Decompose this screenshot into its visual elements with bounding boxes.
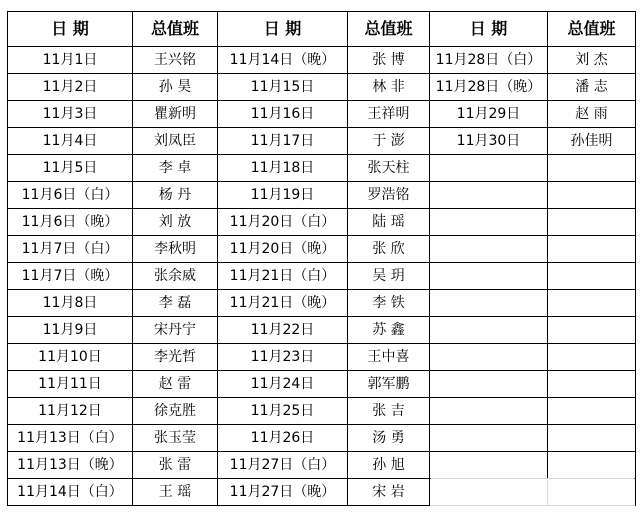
table-row [8, 398, 636, 425]
cell-date-col-1: 11月14日（白） [8, 479, 133, 506]
cell-duty-col-3 [548, 371, 636, 398]
cell-duty-col-1: 李光哲 [133, 344, 218, 371]
table-row [8, 317, 636, 344]
cell-date-col-2: 11月24日 [218, 371, 348, 398]
cell-date-col-1: 11月4日 [8, 128, 133, 155]
cell-duty-col-2: 罗浩铭 [348, 182, 430, 209]
cell-duty-col-1: 宋丹宁 [133, 317, 218, 344]
cell-date-col-3 [430, 182, 548, 209]
cell-duty-col-3 [548, 344, 636, 371]
cell-date-col-3 [430, 290, 548, 317]
cell-duty-col-3 [548, 155, 636, 182]
cell-duty-col-3 [548, 479, 636, 506]
table-row [8, 425, 636, 452]
cell-date-col-2: 11月18日 [218, 155, 348, 182]
cell-date-col-2: 11月17日 [218, 128, 348, 155]
cell-date-col-1: 11月10日 [8, 344, 133, 371]
header-date-col-1: 日 期 [8, 12, 133, 47]
cell-date-col-3 [430, 155, 548, 182]
cell-date-col-3 [430, 317, 548, 344]
cell-duty-col-3: 孙佳明 [548, 128, 636, 155]
cell-duty-col-3 [548, 290, 636, 317]
cell-date-col-1: 11月11日 [8, 371, 133, 398]
cell-duty-col-1: 李 磊 [133, 290, 218, 317]
header-date-col-2: 日 期 [218, 12, 348, 47]
cell-duty-col-2: 苏 鑫 [348, 317, 430, 344]
cell-duty-col-1: 李 卓 [133, 155, 218, 182]
cell-date-col-1: 11月1日 [8, 47, 133, 74]
header-duty-col-2: 总值班 [348, 12, 430, 47]
cell-date-col-3 [430, 209, 548, 236]
cell-duty-col-3 [548, 317, 636, 344]
table-row [8, 155, 636, 182]
cell-date-col-2: 11月27日（晚） [218, 479, 348, 506]
cell-date-col-1: 11月9日 [8, 317, 133, 344]
cell-duty-col-1: 刘 放 [133, 209, 218, 236]
cell-duty-col-3 [548, 398, 636, 425]
cell-date-col-2: 11月23日 [218, 344, 348, 371]
cell-date-col-2: 11月26日 [218, 425, 348, 452]
cell-duty-col-2: 宋 岩 [348, 479, 430, 506]
cell-date-col-1: 11月6日（白） [8, 182, 133, 209]
cell-duty-col-1: 李秋明 [133, 236, 218, 263]
cell-duty-col-2: 汤 勇 [348, 425, 430, 452]
roster-body [8, 47, 636, 506]
cell-duty-col-2: 于 澎 [348, 128, 430, 155]
cell-duty-col-1: 张玉莹 [133, 425, 218, 452]
cell-date-col-3: 11月28日（晚） [430, 74, 548, 101]
cell-date-col-1: 11月12日 [8, 398, 133, 425]
cell-duty-col-2: 张 吉 [348, 398, 430, 425]
table-row [8, 47, 636, 74]
duty-roster-table [7, 11, 636, 506]
cell-duty-col-2: 李 铁 [348, 290, 430, 317]
cell-duty-col-2: 张天柱 [348, 155, 430, 182]
cell-duty-col-1: 张余威 [133, 263, 218, 290]
cell-date-col-1: 11月2日 [8, 74, 133, 101]
table-row [8, 128, 636, 155]
cell-date-col-1: 11月13日（白） [8, 425, 133, 452]
cell-duty-col-1: 徐克胜 [133, 398, 218, 425]
cell-duty-col-3 [548, 236, 636, 263]
cell-date-col-2: 11月20日（白） [218, 209, 348, 236]
cell-date-col-1: 11月7日（晚） [8, 263, 133, 290]
cell-duty-col-3 [548, 452, 636, 479]
cell-date-col-2: 11月14日（晚） [218, 47, 348, 74]
cell-date-col-3 [430, 263, 548, 290]
header-date-col-3: 日 期 [430, 12, 548, 47]
cell-date-col-3 [430, 479, 548, 506]
table-row [8, 74, 636, 101]
cell-duty-col-2: 张 欣 [348, 236, 430, 263]
cell-date-col-2: 11月21日（晚） [218, 290, 348, 317]
cell-duty-col-1: 杨 丹 [133, 182, 218, 209]
cell-date-col-1: 11月6日（晚） [8, 209, 133, 236]
cell-duty-col-2: 王祥明 [348, 101, 430, 128]
table-row [8, 344, 636, 371]
cell-duty-col-2: 郭军鹏 [348, 371, 430, 398]
cell-duty-col-1: 赵 雷 [133, 371, 218, 398]
cell-duty-col-3: 赵 雨 [548, 101, 636, 128]
roster-header [8, 12, 636, 47]
cell-duty-col-1: 张 雷 [133, 452, 218, 479]
cell-duty-col-3 [548, 263, 636, 290]
cell-date-col-2: 11月27日（白） [218, 452, 348, 479]
cell-date-col-3: 11月29日 [430, 101, 548, 128]
cell-duty-col-1: 孙 昊 [133, 74, 218, 101]
cell-date-col-2: 11月25日 [218, 398, 348, 425]
table-row [8, 452, 636, 479]
table-row [8, 263, 636, 290]
header-row [8, 12, 636, 47]
cell-date-col-3 [430, 398, 548, 425]
table-row [8, 236, 636, 263]
cell-date-col-3 [430, 452, 548, 479]
cell-date-col-1: 11月7日（白） [8, 236, 133, 263]
cell-duty-col-2: 孙 旭 [348, 452, 430, 479]
cell-date-col-2: 11月16日 [218, 101, 348, 128]
cell-date-col-3 [430, 236, 548, 263]
cell-date-col-2: 11月20日（晚） [218, 236, 348, 263]
cell-duty-col-2: 吴 玥 [348, 263, 430, 290]
cell-date-col-3 [430, 371, 548, 398]
cell-duty-col-3 [548, 209, 636, 236]
header-duty-col-1: 总值班 [133, 12, 218, 47]
cell-date-col-2: 11月21日（白） [218, 263, 348, 290]
cell-duty-col-3 [548, 425, 636, 452]
table-row [8, 182, 636, 209]
cell-date-col-3 [430, 344, 548, 371]
table-row [8, 371, 636, 398]
cell-date-col-1: 11月13日（晚） [8, 452, 133, 479]
table-row [8, 101, 636, 128]
header-duty-col-3: 总值班 [548, 12, 636, 47]
cell-date-col-3: 11月30日 [430, 128, 548, 155]
cell-date-col-1: 11月8日 [8, 290, 133, 317]
cell-date-col-1: 11月5日 [8, 155, 133, 182]
cell-date-col-2: 11月15日 [218, 74, 348, 101]
cell-duty-col-1: 刘凤臣 [133, 128, 218, 155]
cell-duty-col-2: 陆 瑶 [348, 209, 430, 236]
table-row [8, 290, 636, 317]
cell-duty-col-2: 林 非 [348, 74, 430, 101]
cell-duty-col-3 [548, 182, 636, 209]
cell-date-col-2: 11月19日 [218, 182, 348, 209]
cell-duty-col-2: 王中喜 [348, 344, 430, 371]
cell-duty-col-1: 瞿新明 [133, 101, 218, 128]
table-row [8, 479, 636, 506]
cell-duty-col-3: 刘 杰 [548, 47, 636, 74]
cell-date-col-3: 11月28日（白） [430, 47, 548, 74]
cell-date-col-1: 11月3日 [8, 101, 133, 128]
cell-duty-col-1: 王 瑶 [133, 479, 218, 506]
cell-duty-col-1: 王兴铭 [133, 47, 218, 74]
cell-duty-col-2: 张 博 [348, 47, 430, 74]
table-row [8, 209, 636, 236]
cell-date-col-3 [430, 425, 548, 452]
cell-duty-col-3: 潘 志 [548, 74, 636, 101]
cell-date-col-2: 11月22日 [218, 317, 348, 344]
